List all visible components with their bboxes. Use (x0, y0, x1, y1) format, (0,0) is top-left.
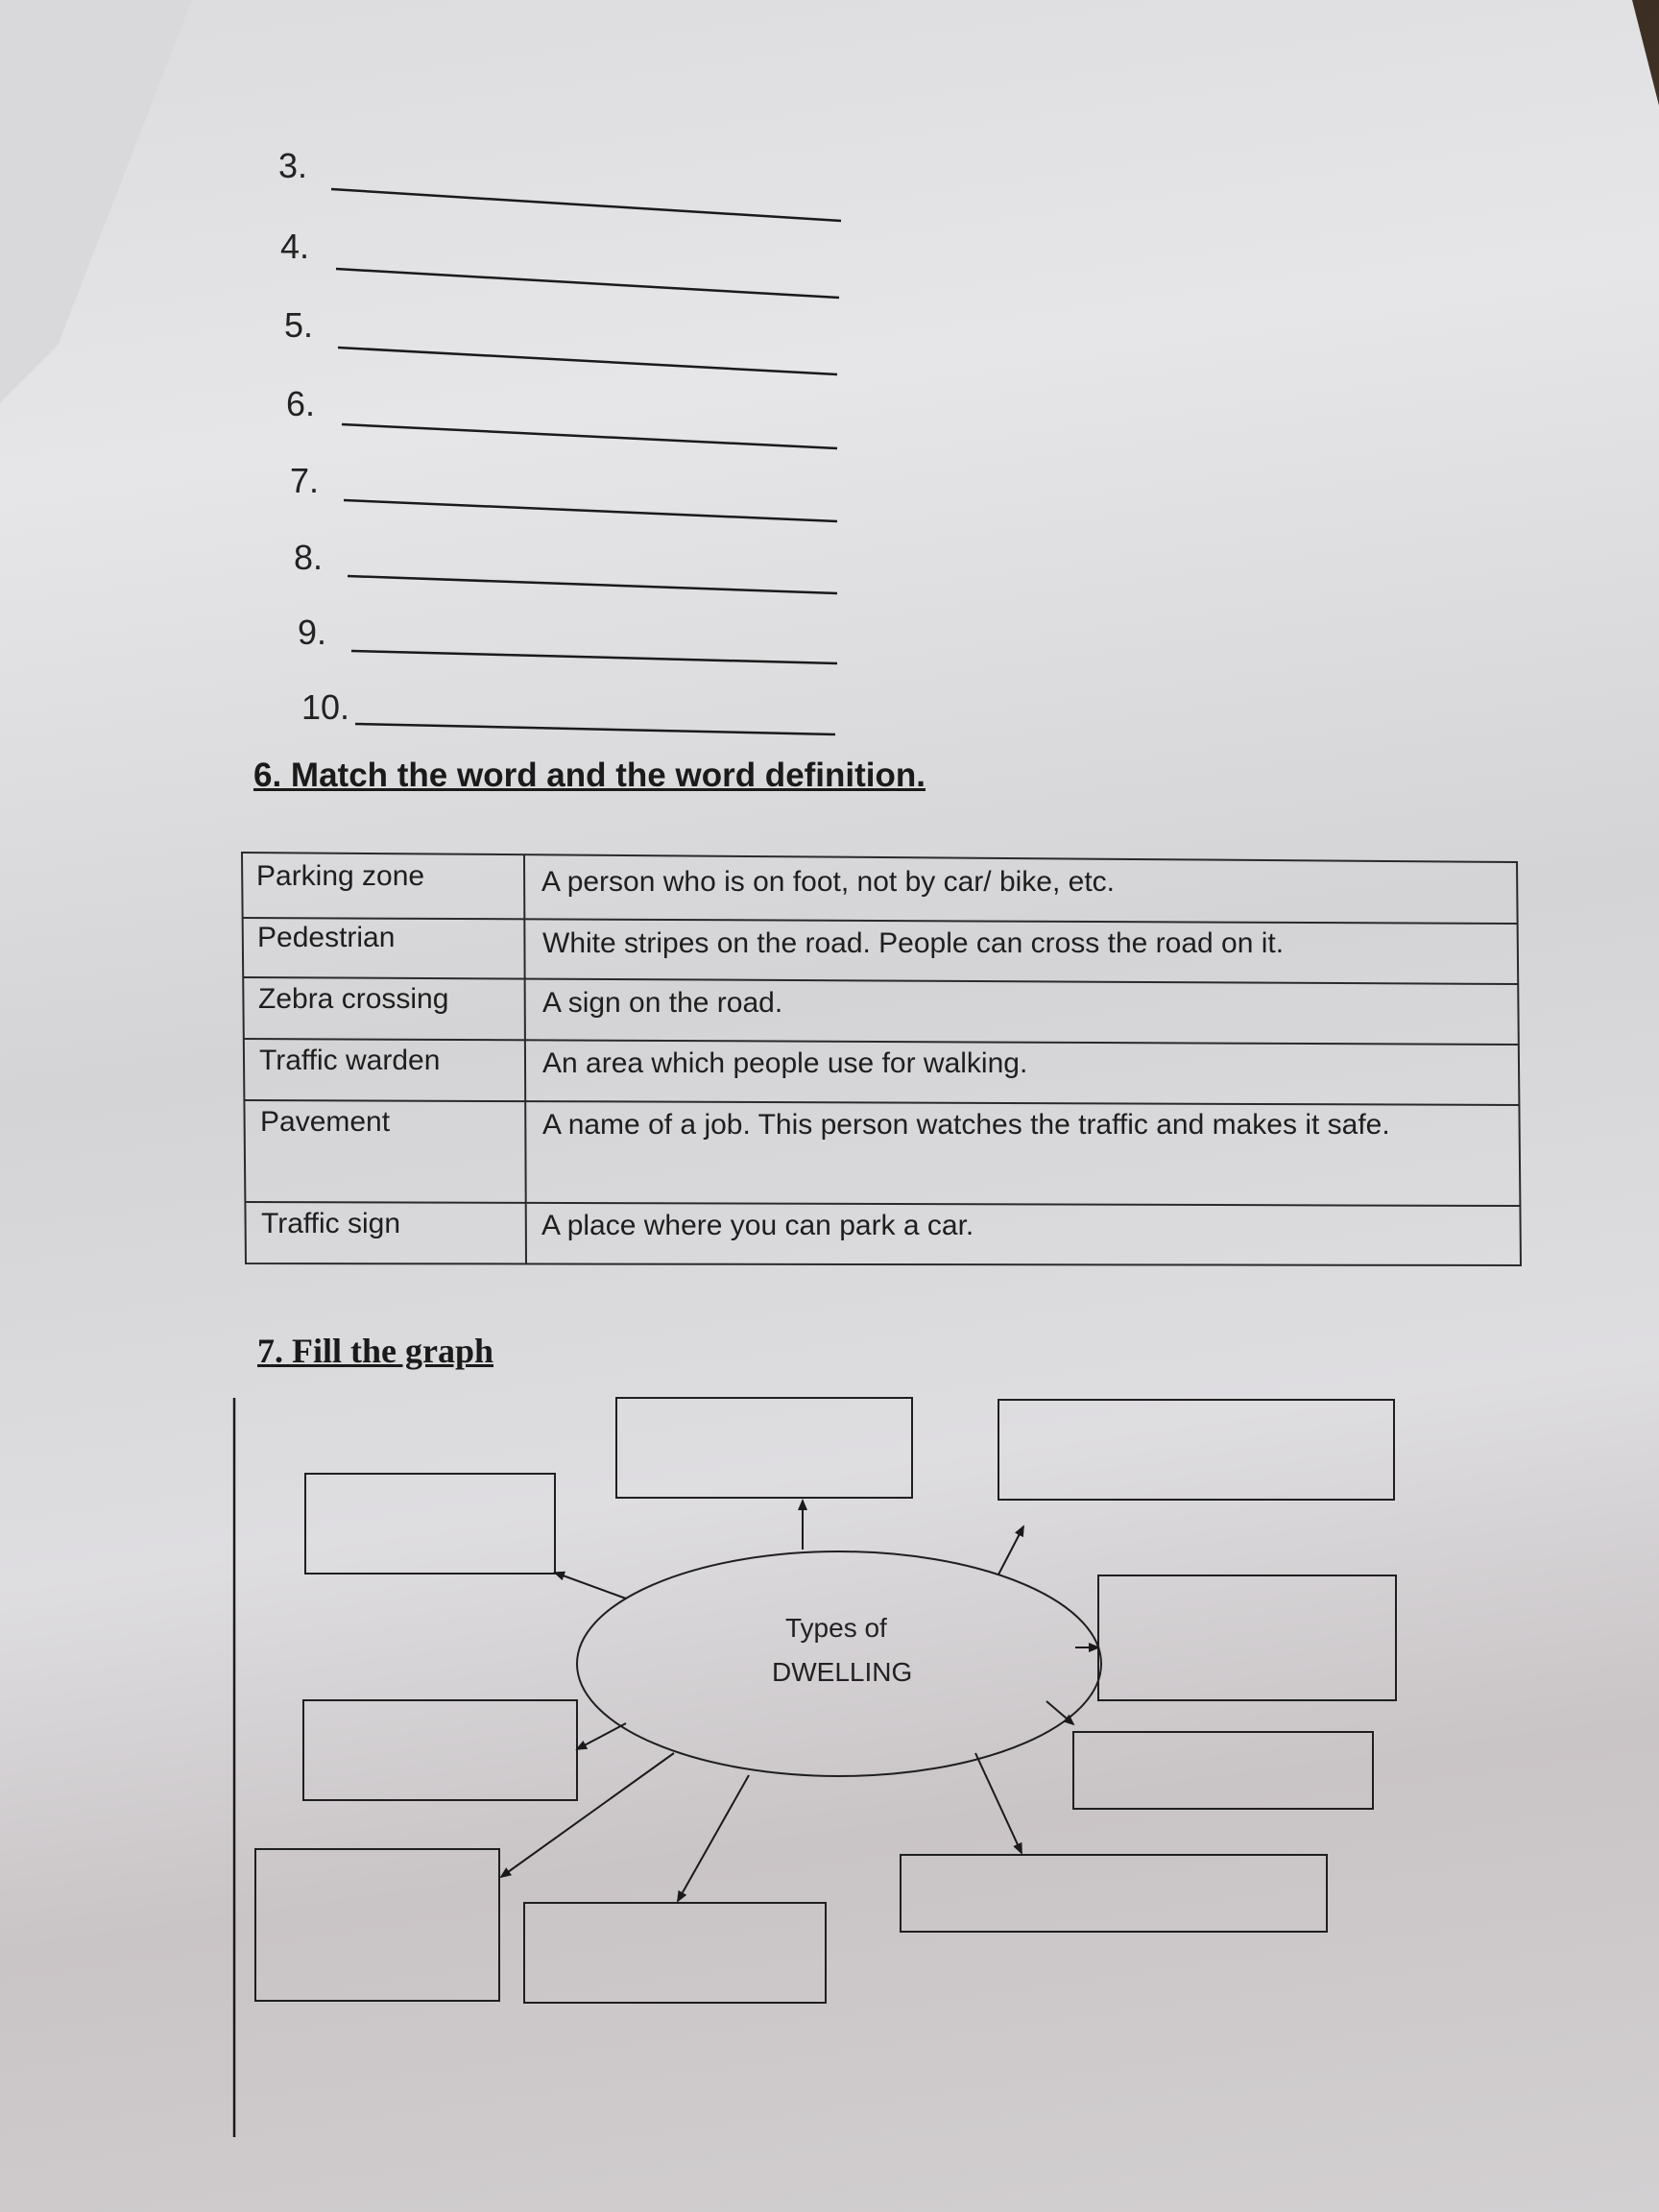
arrow-to-bottom-left (501, 1753, 674, 1877)
table-word-3: Zebra crossing (258, 983, 449, 1015)
answer-box-bottom-center (524, 1903, 826, 2003)
answer-number-10: 10. (301, 687, 350, 727)
answer-number-6: 6. (286, 384, 316, 423)
answer-number-4: 4. (280, 227, 310, 266)
answer-number-7: 7. (290, 461, 320, 500)
table-definition-3: A sign on the road. (542, 987, 783, 1019)
table-definition-2: White stripes on the road. People can cross the road on it. (542, 927, 1285, 959)
arrow-to-right-lower (1046, 1701, 1073, 1724)
table-word-4: Traffic warden (259, 1045, 441, 1076)
answer-number-5: 5. (284, 305, 314, 345)
answer-number-9: 9. (298, 613, 327, 652)
answer-box-top-right (998, 1400, 1394, 1500)
table-definition-6: A place where you can park a car. (541, 1210, 974, 1241)
answer-box-bottom-right (901, 1855, 1327, 1932)
table-word-1: Parking zone (256, 860, 425, 892)
arrow-to-top-right (998, 1527, 1023, 1575)
table-word-2: Pedestrian (257, 922, 396, 953)
table-definition-4: An area which people use for walking. (542, 1047, 1028, 1079)
graph-center-label-line1: Types of (785, 1613, 887, 1643)
answer-box-right-lower (1073, 1732, 1373, 1809)
answer-box-left-middle (303, 1700, 577, 1800)
answer-number-8: 8. (294, 538, 324, 577)
section-6-title: 6. Match the word and the word definition. (253, 757, 926, 794)
answer-box-top-center (616, 1398, 912, 1498)
table-definition-5: A name of a job. This person watches the traffic and makes it safe. (542, 1109, 1390, 1141)
arrow-to-left-upper (555, 1573, 626, 1599)
table-word-6: Traffic sign (261, 1208, 401, 1239)
answer-box-left-upper (305, 1474, 555, 1574)
arrow-to-bottom-right (975, 1753, 1022, 1853)
table-word-5: Pavement (260, 1106, 391, 1138)
graph-center-label-line2: DWELLING (772, 1657, 913, 1687)
table-definition-1: A person who is on foot, not by car/ bike, etc. (541, 866, 1115, 898)
section-7-title: 7. Fill the graph (257, 1332, 494, 1370)
arrow-to-bottom-center (678, 1775, 749, 1901)
answer-number-3: 3. (278, 146, 308, 185)
arrow-to-left-middle (577, 1723, 626, 1749)
answer-box-bottom-left (255, 1849, 499, 2001)
answer-box-right-upper (1098, 1575, 1396, 1700)
